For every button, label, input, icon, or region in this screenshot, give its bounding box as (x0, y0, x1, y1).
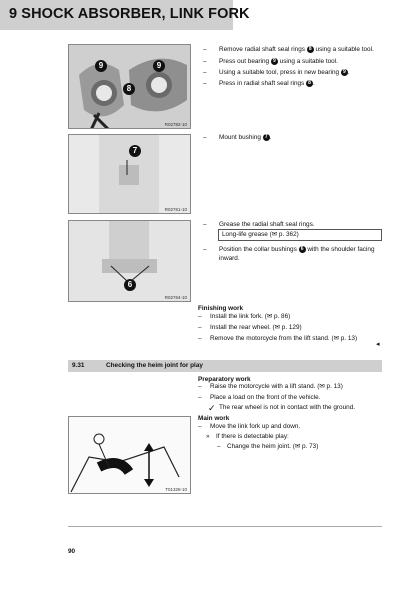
callout-7: 7 (129, 145, 141, 157)
figure-id: R02764-10 (164, 295, 187, 300)
figure-id: R02761-10 (164, 207, 187, 212)
chapter-title: 9 SHOCK ABSORBER, LINK FORK (9, 6, 250, 22)
section-title: Checking the heim joint for play (106, 362, 203, 369)
ref-badge: 6 (299, 246, 306, 253)
footer-divider (68, 526, 382, 527)
main-title: Main work (198, 415, 230, 422)
figure-id: T01328-10 (165, 487, 187, 492)
callout-9b: 9 (153, 60, 165, 72)
figure-id: R02782-10 (164, 122, 187, 127)
grease-spec-box: Long-life grease (✉ p. 362) (218, 229, 382, 241)
heim-joint-illustration (69, 417, 191, 494)
callout-6: 6 (124, 279, 136, 291)
ref-badge: 7 (263, 134, 270, 141)
section-header (68, 360, 382, 372)
preparatory-title: Preparatory work (198, 376, 251, 383)
chapter-header (0, 0, 250, 30)
figure-bearing (68, 44, 191, 129)
ref-badge: 9 (341, 69, 348, 76)
section-number: 9.31 (72, 362, 85, 369)
end-marker: ◂ (376, 341, 380, 348)
finishing-title: Finishing work (198, 305, 244, 312)
ref-badge: 9 (271, 58, 278, 65)
figure-bushing (68, 134, 191, 214)
figure-collar (68, 220, 191, 302)
callout-8: 8 (123, 83, 135, 95)
page-number: 90 (68, 548, 76, 555)
ref-badge: 8 (307, 46, 314, 53)
ref-badge: 8 (306, 80, 313, 87)
figure-heim-joint (68, 416, 191, 494)
callout-9a: 9 (95, 60, 107, 72)
